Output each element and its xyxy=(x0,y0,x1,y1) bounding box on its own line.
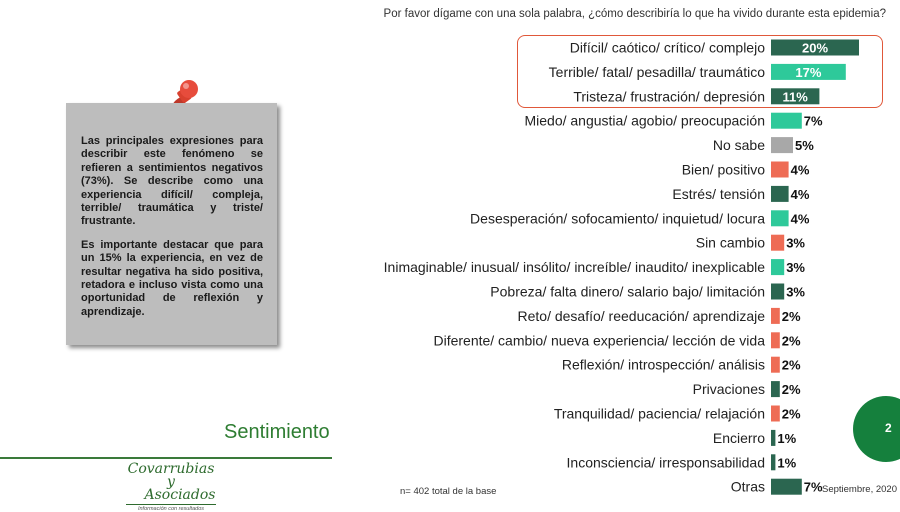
page-number: 2 xyxy=(853,396,900,462)
data-label: 3% xyxy=(786,260,805,276)
data-label: 17% xyxy=(795,64,822,80)
bar xyxy=(771,479,802,495)
data-label: 2% xyxy=(781,382,801,398)
bar xyxy=(771,113,802,129)
data-label: 20% xyxy=(801,40,829,56)
bar xyxy=(771,162,789,178)
data-label: 2% xyxy=(781,406,801,422)
sample-footnote: n= 402 total de la base xyxy=(400,486,497,497)
bar xyxy=(771,284,784,300)
bar xyxy=(771,332,780,348)
data-label: 1% xyxy=(777,430,797,446)
logo-tagline: Información con resultados xyxy=(137,506,205,512)
category-label: Tristeza/ frustración/ depresión xyxy=(573,88,765,105)
data-label: 3% xyxy=(786,235,805,251)
data-label: 7% xyxy=(803,113,823,129)
bar xyxy=(771,308,780,324)
bar xyxy=(771,235,784,251)
logo-line-2: Asociados xyxy=(144,487,216,503)
logo-line-1: Covarrubias y xyxy=(127,461,215,490)
data-label: 3% xyxy=(786,284,805,300)
category-label: Diferente/ cambio/ nueva experiencia/ lección de vida xyxy=(433,332,765,349)
data-label: 2% xyxy=(781,308,801,324)
data-label: 4% xyxy=(790,186,810,202)
category-label: Encierro xyxy=(712,429,765,446)
bar xyxy=(771,406,780,422)
bar xyxy=(771,454,775,470)
bar xyxy=(771,357,780,373)
section-title: Sentimiento xyxy=(224,421,330,443)
data-label: 5% xyxy=(795,138,814,154)
note-paragraph-1: Las principales expresiones para describir este fenómeno se refieren a sentimientos negativos (73%). Se describe como una experiencia difícil/ compleja, terrible/ traumática y triste/ frustrante. xyxy=(81,135,263,228)
category-label: Tranquilidad/ paciencia/ relajación xyxy=(553,405,765,422)
category-label: Reto/ desafío/ reeducación/ aprendizaje xyxy=(517,307,765,324)
bar xyxy=(771,381,780,397)
highlight-box xyxy=(517,35,883,108)
category-label: Inconsciencia/ irresponsabilidad xyxy=(566,454,765,471)
category-label: Bien/ positivo xyxy=(681,161,765,178)
category-label: Terrible/ fatal/ pesadilla/ traumático xyxy=(548,63,765,80)
section-divider xyxy=(0,457,332,459)
bar xyxy=(771,186,789,202)
category-label: Inimaginable/ inusual/ insólito/ increíble/ inaudito/ inexplicable xyxy=(383,259,765,276)
category-label: Desesperación/ sofocamiento/ inquietud/ locura xyxy=(470,210,765,227)
data-label: 4% xyxy=(790,211,810,227)
survey-question: Por favor dígame con una sola palabra, ¿cómo describiría lo que ha vivido durante esta epidemia? xyxy=(383,8,886,20)
category-label: Reflexión/ introspección/ análisis xyxy=(561,356,765,373)
summary-note xyxy=(66,103,277,345)
data-label: 1% xyxy=(777,455,797,471)
category-label: Estrés/ tensión xyxy=(672,185,765,202)
category-label: Privaciones xyxy=(692,381,765,398)
category-label: No sabe xyxy=(712,137,765,154)
company-logo xyxy=(126,463,216,512)
data-label: 11% xyxy=(782,89,808,105)
note-paragraph-2: Es importante destacar que para un 15% la experiencia, en vez de resultar negativa ha sido positiva, retadora e incluso vista como una oportunidad de reflexión y aprendizaje. xyxy=(81,238,263,318)
category-label: Pobreza/ falta dinero/ salario bajo/ limitación xyxy=(490,283,765,300)
category-label: Miedo/ angustia/ agobio/ preocupación xyxy=(524,112,765,129)
bar xyxy=(771,430,775,446)
data-label: 2% xyxy=(781,357,801,373)
category-label: Sin cambio xyxy=(695,234,765,251)
category-label: Otras xyxy=(730,478,765,495)
bar xyxy=(771,210,789,226)
data-label: 4% xyxy=(790,162,810,178)
bar xyxy=(771,137,793,153)
logo-rule xyxy=(126,504,216,505)
report-date: Septiembre, 2020 xyxy=(822,484,897,495)
data-label: 7% xyxy=(803,479,823,495)
bar xyxy=(771,259,784,275)
category-label: Difícil/ caótico/ crítico/ complejo xyxy=(569,39,765,56)
data-label: 2% xyxy=(781,333,801,349)
